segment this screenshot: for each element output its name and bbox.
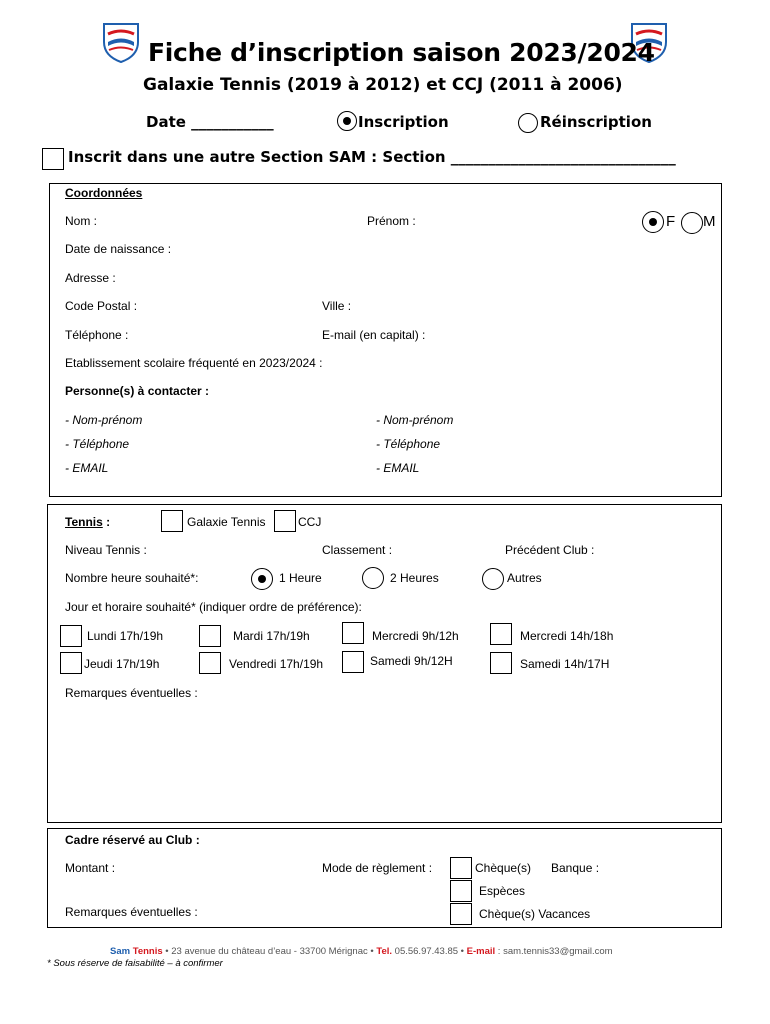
contact1-nom: - Nom-prénom — [65, 413, 143, 427]
sam-logo-left — [100, 20, 142, 64]
hour-autres-label: Autres — [507, 571, 542, 585]
payment-cheque-label: Chèque(s) — [475, 861, 532, 875]
coordonnees-heading: Coordonnées — [65, 186, 143, 200]
slot-checkbox-samedi-am[interactable] — [342, 651, 364, 673]
inscription-label: Inscription — [358, 113, 449, 131]
slot-label-vendredi: Vendredi 17h/19h — [229, 657, 324, 671]
ville-label: Ville : — [322, 299, 352, 313]
club-remarques-label: Remarques éventuelles : — [65, 905, 198, 919]
slot-label-mercredi-am: Mercredi 9h/12h — [372, 629, 459, 643]
contact1-tel: - Téléphone — [65, 437, 130, 451]
telephone-label: Téléphone : — [65, 328, 129, 342]
slot-checkbox-jeudi[interactable] — [60, 652, 82, 674]
hour-2-radio[interactable] — [362, 567, 384, 589]
email-label: E-mail (en capital) : — [322, 328, 426, 342]
tennis-remarques-label: Remarques éventuelles : — [65, 686, 198, 700]
footer-sam: Sam — [110, 946, 131, 957]
etablissement-label: Etablissement scolaire fréquenté en 2023/2024 : — [65, 356, 323, 370]
adresse-label: Adresse : — [65, 271, 116, 285]
footer-note: * Sous réserve de faisabilité – à confirmer — [47, 958, 223, 969]
slot-label-mardi: Mardi 17h/19h — [233, 629, 310, 643]
slot-checkbox-vendredi[interactable] — [199, 652, 221, 674]
payment-vacances-checkbox[interactable] — [450, 903, 472, 925]
ccj-label: CCJ — [298, 515, 322, 529]
contact2-nom: - Nom-prénom — [376, 413, 454, 427]
page-subtitle: Galaxie Tennis (2019 à 2012) et CCJ (2011 à 2006) — [143, 75, 623, 95]
banque-label: Banque : — [551, 861, 600, 875]
ccj-checkbox[interactable] — [274, 510, 296, 532]
galaxie-label: Galaxie Tennis — [187, 515, 266, 529]
nombre-heure-label: Nombre heure souhaité*: — [65, 571, 199, 585]
date-field[interactable]: Date ___________ — [146, 113, 274, 131]
inscription-radio[interactable] — [337, 111, 357, 131]
jour-label: Jour et horaire souhaité* (indiquer ordre de préférence): — [65, 600, 362, 614]
mode-reglement-label: Mode de règlement : — [322, 861, 433, 875]
contact2-tel: - Téléphone — [376, 437, 441, 451]
personnes-heading: Personne(s) à contacter : — [65, 384, 210, 398]
classement-label: Classement : — [322, 543, 393, 557]
payment-especes-label: Espèces — [479, 884, 526, 898]
hour-autres-radio[interactable] — [482, 568, 504, 590]
page-title: Fiche d’inscription saison 2023/2024 — [148, 38, 655, 67]
precedent-club-label: Précédent Club : — [505, 543, 595, 557]
reinscription-radio[interactable] — [518, 113, 538, 133]
niveau-label: Niveau Tennis : — [65, 543, 147, 557]
slot-label-mercredi-pm: Mercredi 14h/18h — [520, 629, 614, 643]
slot-checkbox-mardi[interactable] — [199, 625, 221, 647]
hour-1-radio[interactable] — [251, 568, 273, 590]
reinscription-label: Réinscription — [540, 113, 652, 131]
nom-label: Nom : — [65, 214, 98, 228]
payment-vacances-label: Chèque(s) Vacances — [479, 907, 591, 921]
footer-contact — [110, 946, 613, 957]
code-postal-label: Code Postal : — [65, 299, 138, 313]
tennis-heading — [65, 515, 110, 529]
other-section-checkbox[interactable] — [42, 148, 64, 170]
footer-email-label: E-mail — [466, 946, 496, 957]
slot-label-samedi-pm: Samedi 14h/17H — [520, 657, 610, 671]
footer-address: • 23 avenue du château d’eau - 33700 Mérignac • — [162, 946, 377, 957]
slot-checkbox-lundi[interactable] — [60, 625, 82, 647]
slot-label-lundi: Lundi 17h/19h — [87, 629, 164, 643]
slot-label-jeudi: Jeudi 17h/19h — [84, 657, 160, 671]
gender-f-radio[interactable] — [642, 211, 664, 233]
slot-checkbox-samedi-pm[interactable] — [490, 652, 512, 674]
tennis-heading-text: Tennis — [65, 515, 103, 529]
contact1-email: - EMAIL — [65, 461, 109, 475]
hour-1-label: 1 Heure — [279, 571, 322, 585]
payment-cheque-checkbox[interactable] — [450, 857, 472, 879]
club-heading: Cadre réservé au Club : — [65, 833, 200, 847]
payment-especes-checkbox[interactable] — [450, 880, 472, 902]
tennis-heading-colon: : — [102, 515, 111, 529]
gender-f-label: F — [666, 213, 676, 230]
other-section-label: Inscrit dans une autre Section SAM : Section ______________________________ — [68, 148, 676, 166]
galaxie-checkbox[interactable] — [161, 510, 183, 532]
contact2-email: - EMAIL — [376, 461, 420, 475]
hour-2-label: 2 Heures — [390, 571, 439, 585]
footer-tel-label: Tel. — [376, 946, 393, 957]
slot-label-samedi-am: Samedi 9h/12H — [370, 654, 453, 668]
slot-checkbox-mercredi-am[interactable] — [342, 622, 364, 644]
footer-email: : sam.tennis33@gmail.com — [495, 946, 613, 957]
gender-m-radio[interactable] — [681, 212, 703, 234]
gender-m-label: M — [703, 213, 716, 230]
footer-tel: 05.56.97.43.85 • — [392, 946, 467, 957]
footer-tennis: Tennis — [132, 946, 163, 957]
prenom-label: Prénom : — [367, 214, 416, 228]
date-naissance-label: Date de naissance : — [65, 242, 172, 256]
slot-checkbox-mercredi-pm[interactable] — [490, 623, 512, 645]
montant-label: Montant : — [65, 861, 116, 875]
